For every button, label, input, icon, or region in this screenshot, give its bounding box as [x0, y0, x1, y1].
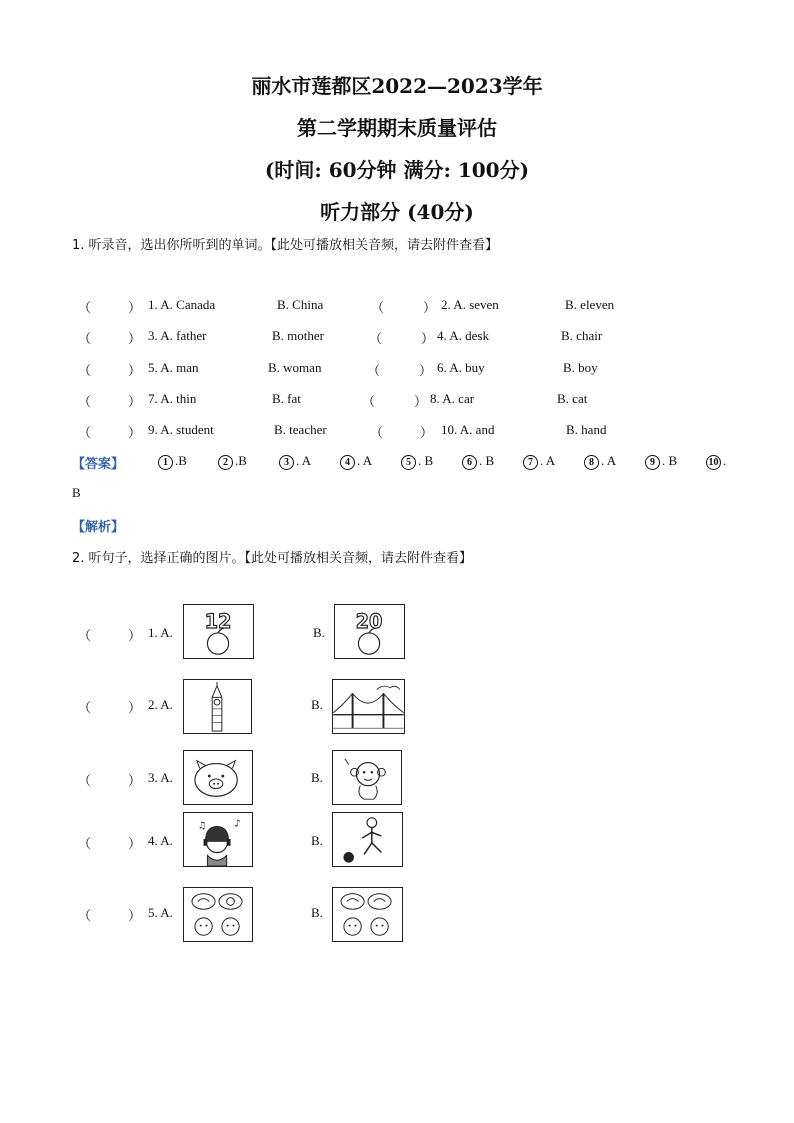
q1-row-5-option-b: B. teacher	[274, 422, 327, 437]
q1-row-1-paren-close: ）	[423, 300, 437, 315]
q2-row-1-paren-close: ）	[128, 628, 142, 643]
q2-row-3-option-b-label: B.	[311, 770, 323, 785]
picture-1b-apple-20	[334, 604, 405, 659]
answer-value: . A	[601, 453, 617, 468]
q2-row-4-option-a-label: 4. A.	[148, 833, 173, 848]
exam-title-line2: 第二学期期末质量评估	[297, 116, 497, 140]
q2-row-4-option-b-label: B.	[311, 833, 323, 848]
answer-number-circle: 10	[706, 455, 721, 470]
answer-label: 【答案】	[72, 457, 125, 472]
svg-text:♫: ♫	[197, 820, 207, 832]
answer-7	[523, 453, 555, 470]
picture-1b-number: 20	[355, 610, 383, 634]
q2-row-3-paren-close: ）	[128, 773, 142, 788]
answer-1	[158, 453, 187, 470]
answer-value: . B	[662, 453, 678, 468]
q1-row-1-option-a: 2. A. seven	[441, 297, 499, 312]
q1-row-4-option-a: 8. A. car	[430, 391, 475, 406]
picture-3b-monkey	[332, 750, 402, 805]
q2-row-1-option-a-label: 1. A.	[148, 625, 173, 640]
q1-row-1-paren-close: ）	[128, 300, 142, 315]
answer-tail: B	[72, 485, 81, 500]
q2-row-1-paren-open: （	[78, 628, 92, 643]
q2-row-2-paren-close: ）	[128, 700, 142, 715]
q1-row-2-option-a: 3. A. father	[148, 328, 207, 343]
picture-2b-bridge	[332, 679, 405, 734]
picture-5b-kids-food	[332, 887, 403, 942]
answer-4	[340, 453, 372, 470]
answer-number-circle: 2	[218, 455, 233, 470]
answer-value: .B	[175, 453, 187, 468]
picture-5a-kids-food	[183, 887, 253, 942]
q2-row-2-option-a-label: 2. A.	[148, 697, 173, 712]
analysis-label: 【解析】	[72, 520, 125, 535]
exam-time-score: (时间: 60分钟 满分: 100分)	[264, 158, 530, 182]
picture-4b-boy-football	[332, 812, 403, 867]
answer-8	[584, 453, 616, 470]
q1-row-1-option-b: B. eleven	[565, 297, 615, 312]
answer-number-circle: 7	[523, 455, 538, 470]
answer-value: . A	[357, 453, 373, 468]
q1-row-3-option-b: B. woman	[268, 360, 322, 375]
q2-row-3-option-a-label: 3. A.	[148, 770, 173, 785]
answer-2	[218, 453, 247, 470]
answer-value: . A	[296, 453, 312, 468]
answer-number-circle: 5	[401, 455, 416, 470]
picture-1a-number: 12	[204, 610, 232, 634]
answer-value: . B	[479, 453, 495, 468]
q1-row-5-option-b: B. hand	[566, 422, 607, 437]
exam-title-line1: 丽水市莲都区2022—2023学年	[251, 74, 543, 98]
q2-row-5-paren-open: （	[78, 908, 92, 923]
q1-row-3-paren-open: （	[367, 363, 381, 378]
q2-row-4-paren-close: ）	[128, 836, 142, 851]
question-2-instruction: 2. 听句子，选择正确的图片。【此处可播放相关音频，请去附件查看】	[72, 551, 473, 566]
q2-row-5-option-a-label: 5. A.	[148, 905, 173, 920]
q2-row-2-option-b-label: B.	[311, 697, 323, 712]
q1-row-3-option-b: B. boy	[563, 360, 598, 375]
q1-row-1-paren-open: （	[78, 300, 92, 315]
q1-row-1-option-b: B. China	[277, 297, 324, 312]
q1-row-2-option-b: B. chair	[561, 328, 603, 343]
q1-row-5-option-a: 10. A. and	[441, 422, 495, 437]
picture-3a-pig	[183, 750, 253, 805]
answer-number-circle: 8	[584, 455, 599, 470]
q1-row-4-paren-open: （	[362, 394, 376, 409]
q2-row-4-paren-open: （	[78, 836, 92, 851]
q1-row-2-option-a: 4. A. desk	[437, 328, 489, 343]
q1-row-5-option-a: 9. A. student	[148, 422, 214, 437]
q1-row-3-paren-close: ）	[419, 363, 433, 378]
answer-value: . A	[540, 453, 556, 468]
svg-text:♪: ♪	[234, 818, 241, 830]
q1-row-4-paren-close: ）	[128, 394, 142, 409]
q1-row-2-paren-open: （	[78, 331, 92, 346]
q1-row-5-paren-close: ）	[420, 425, 434, 440]
q1-row-3-paren-close: ）	[128, 363, 142, 378]
answer-10	[706, 453, 726, 470]
q1-row-2-paren-open: （	[369, 331, 383, 346]
answer-5	[401, 453, 433, 470]
q1-row-4-option-b: B. fat	[272, 391, 301, 406]
q1-row-3-option-a: 6. A. buy	[437, 360, 485, 375]
q1-row-4-option-b: B. cat	[557, 391, 588, 406]
answer-6	[462, 453, 494, 470]
answer-number-circle: 1	[158, 455, 173, 470]
q1-row-3-paren-open: （	[78, 363, 92, 378]
answer-value: .	[723, 453, 727, 468]
q1-row-2-option-b: B. mother	[272, 328, 324, 343]
q1-row-2-paren-close: ）	[421, 331, 435, 346]
picture-2a-big-ben	[183, 679, 252, 734]
q1-row-4-option-a: 7. A. thin	[148, 391, 197, 406]
picture-1a-apple-12	[183, 604, 254, 659]
q2-row-2-paren-open: （	[78, 700, 92, 715]
q1-row-4-paren-open: （	[78, 394, 92, 409]
q2-row-1-option-b-label: B.	[313, 625, 325, 640]
answer-number-circle: 3	[279, 455, 294, 470]
answer-value: . B	[418, 453, 434, 468]
listening-section-title: 听力部分 (40分)	[320, 200, 474, 224]
q1-row-1-option-a: 1. A. Canada	[148, 297, 216, 312]
q2-row-5-option-b-label: B.	[311, 905, 323, 920]
question-1-instruction: 1. 听录音，选出你所听到的单词。【此处可播放相关音频，请去附件查看】	[72, 238, 499, 253]
q1-row-4-paren-close: ）	[414, 394, 428, 409]
answer-value: .B	[235, 453, 247, 468]
answer-number-circle: 4	[340, 455, 355, 470]
q2-row-5-paren-close: ）	[128, 908, 142, 923]
q2-row-3-paren-open: （	[78, 773, 92, 788]
q1-row-3-option-a: 5. A. man	[148, 360, 199, 375]
q1-row-5-paren-close: ）	[128, 425, 142, 440]
answer-number-circle: 6	[462, 455, 477, 470]
picture-4a-girl-music	[183, 812, 253, 867]
q1-row-5-paren-open: （	[370, 425, 384, 440]
answer-number-circle: 9	[645, 455, 660, 470]
q1-row-1-paren-open: （	[371, 300, 385, 315]
q1-row-2-paren-close: ）	[128, 331, 142, 346]
answer-9	[645, 453, 677, 470]
answer-3	[279, 453, 311, 470]
q1-row-5-paren-open: （	[78, 425, 92, 440]
